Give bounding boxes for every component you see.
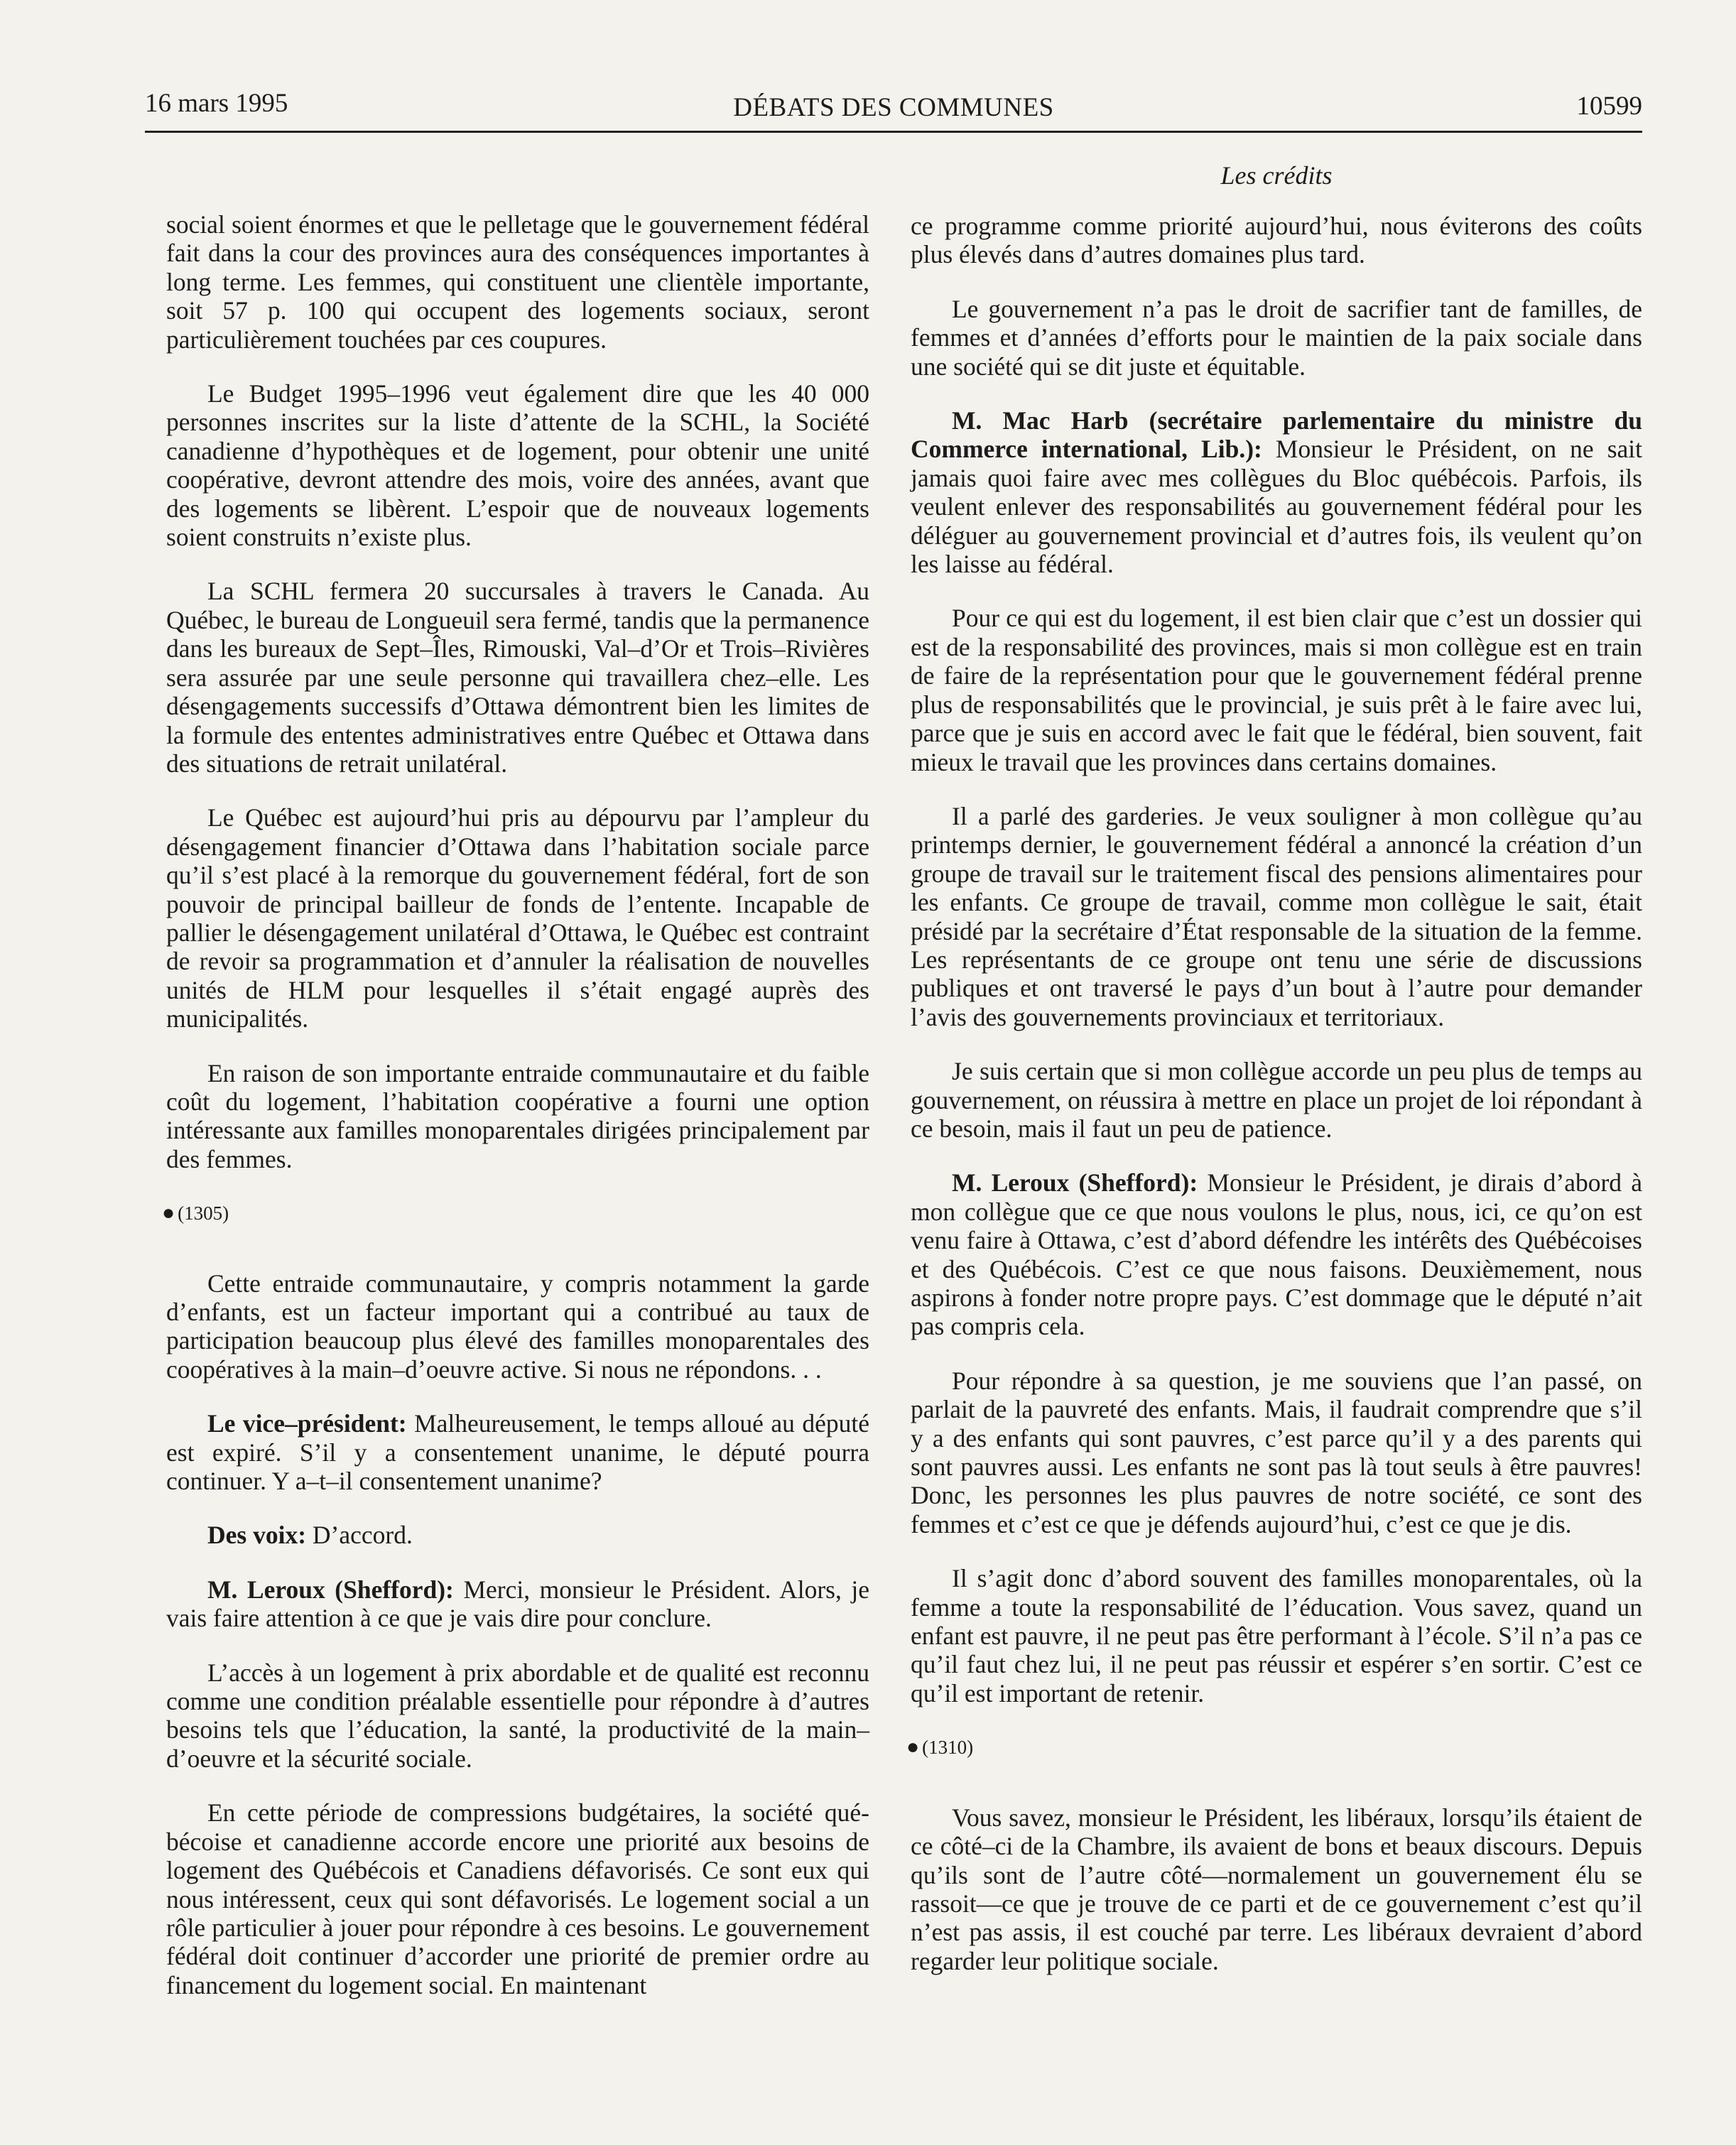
speech-paragraph [911, 406, 1642, 578]
speech-paragraph [911, 1168, 1642, 1340]
speaker-name: Des voix: [207, 1521, 307, 1550]
paragraph: La SCHL fermera 20 succursales à travers le Canada. Au Québec, le bureau de Longueuil sera fermé, tandis que la permanence dans les bureaux de Sept–Îles, Rimouski, Val–d’Or et Trois–Rivières sera assurée par une seule personne qui travaillera chez–elle. Les désengagements successifs d’Ottawa démontrent bien les limites de la formule des ententes administratives entre Québec et Ottawa dans des situations de retrait unilatéral. [166, 577, 869, 778]
speech-paragraph [166, 1409, 869, 1495]
bullet-icon: ● [906, 1735, 920, 1759]
paragraph: Le Budget 1995–1996 veut également dire que les 40 000 personnes inscrites sur la liste d’attente de la SCHL, la Société canadienne d’hypothèques et de logement, pour obtenir une unité coopérative, devront attendre des mois, voire des années, avant que des logements se libèrent. L’espoir que de nouveaux logements soient construits n’existe plus. [166, 379, 869, 552]
paragraph: Le Québec est aujourd’hui pris au dépourvu par l’ampleur du désengagement financier d’Ottawa dans l’habitation sociale parce qu’il s’est placé à la remorque du gouvernement fédéral, fort de son pouvoir de principal bailleur de fonds de l’entente. Incapable de pallier le désengagement unilatéral d’Ottawa, le Québec est contraint de revoir sa programmation et d’annuler la réalisation de nouvelles unités de HLM pour lesquelles il s’était engagé auprès des municipalités. [166, 803, 869, 1033]
paragraph: L’accès à un logement à prix abordable et de qualité est reconnu comme une condition préalable essentielle pour répondre à d’autres besoins tels que l’éducation, la santé, la productivité de la main–d’oeuvre et la sécurité sociale. [166, 1658, 869, 1773]
speaker-name: M. Mac Harb (secrétaire parlementaire du ministre du Commerce international, Lib.): [911, 406, 1642, 464]
section-title: Les crédits [1220, 161, 1333, 190]
speech-paragraph [166, 1521, 869, 1549]
paragraph: Le gouvernement n’a pas le droit de sacrifier tant de familles, de femmes et d’années d’efforts pour le maintien de la paix sociale dans une société qui se dit juste et équitable. [911, 294, 1642, 381]
time-marker [162, 1199, 869, 1227]
bullet-icon: ● [162, 1201, 175, 1225]
speech-text: Malheureusement, le temps alloué au député est expiré. S’il y a consentement unanime, le député pourra continuer. Y a–t–il consentement unanime? [166, 1409, 869, 1496]
speech-text: Monsieur le Président, on ne sait jamais quoi faire avec mes collègues du Bloc québécois. Parfois, ils veulent enlever des responsabilités au gouvernement fédéral pour les déléguer au gouvernement provincial et d’autres fois, ils veulent qu’on les laisse au fédéral. [911, 435, 1642, 579]
paragraph: ce programme comme priorité aujourd’hui, nous éviterons des coûts plus élevés dans d’autres domaines plus tard. [911, 212, 1642, 269]
left-column [162, 210, 870, 2025]
time-marker-label: (1310) [922, 1737, 974, 1759]
speaker-name: M. Leroux (Shefford): [952, 1168, 1198, 1198]
paragraph: Je suis certain que si mon collègue accorde un peu plus de temps au gouvernement, on réussira à mettre en place un projet de loi répondant à ce besoin, mais il faut un peu de patience. [911, 1057, 1642, 1143]
paragraph: En cette période de compressions budgétaires, la société québécoise et canadienne accorde encore une priorité aux besoins de logement des Québécois et Canadiens défavorisés. Ce sont eux qui nous intéressent, ceux qui sont défavorisés. Le logement social a un rôle particulier à jouer pour répondre à ces besoins. Le gouvernement fédéral doit continuer d’accorder une priorité de premier ordre au financement du logement social. En maintenant [166, 1798, 869, 1999]
paragraph: social soient énormes et que le pelletage que le gouvernement fédéral fait dans la cour des provinces aura des conséquences importantes à long terme. Les femmes, qui constituent une clientèle importante, soit 57 p. 100 qui occupent des logements sociaux, seront particulièrement touchées par ces coupures. [166, 210, 869, 354]
paragraph: En raison de son importante entraide communautaire et du faible coût du logement, l’habitation coopérative a fourni une option intéressante aux familles monoparentales dirigées principalement par des femmes. [166, 1058, 869, 1173]
speaker-name: M. Leroux (Shefford): [207, 1575, 454, 1604]
speech-text: Monsieur le Président, je dirais d’abord à mon collègue que ce que nous voulons le plus, nous, ici, ce qu’on est venu faire à Ottawa, c’est d’abord défendre les intérêts des Québécoises et des Québécois. C’est ce que nous faisons. Deuxièmement, nous aspirons à fonder notre propre pays. C’est dommage que le député n’ait pas compris cela. [911, 1168, 1642, 1341]
speech-text: Merci, monsieur le Président. Alors, je vais faire attention à ce que je vais dire pour conclure. [166, 1575, 870, 1633]
right-column [906, 212, 1642, 2001]
speech-paragraph [166, 1575, 869, 1633]
speaker-name: Le vice–président: [207, 1409, 407, 1438]
paragraph: Pour répondre à sa question, je me souviens que l’an passé, on parlait de la pauvreté des enfants. Mais, il faudrait comprendre que s’il y a des enfants qui sont pauvres, c’est parce qu’il y a des parents qui sont pauvres aussi. Les enfants ne sont pas là tout seuls à être pauvres! Donc, les personnes les plus pauvres de notre société, ce sont des femmes et c’est ce que je défends aujourd’hui, c’est ce que je dis. [911, 1366, 1642, 1538]
paragraph: Pour ce qui est du logement, il est bien clair que c’est un dossier qui est de la responsabilité des provinces, mais si mon collègue est en train de faire de la représentation pour que le gouvernement fédéral prenne plus de responsabilités que le provincial, je suis prêt à le faire avec lui, parce que je suis en accord avec le fait que le fédéral, bien souvent, fait mieux le travail que les provinces dans certains domaines. [911, 604, 1642, 776]
header-page-number: 10599 [1576, 92, 1642, 121]
header-rule [145, 131, 1642, 133]
page-header [145, 84, 1642, 134]
time-marker-label: (1305) [178, 1202, 229, 1224]
paragraph: Vous savez, monsieur le Président, les libéraux, lorsqu’ils étaient de ce côté–ci de la Chambre, ils avaient de bons et beaux discours. Depuis qu’ils sont de l’autre côté—normalement un gouvernement élu se rassoit—ce que je trouve de ce parti et de ce gouvernement c’est qu’il n’est pas assis, il est couché par terre. Les libéraux devraient d’abord regarder leur politique sociale. [911, 1803, 1642, 1975]
paragraph: Il a parlé des garderies. Je veux souligner à mon collègue qu’au printemps dernier, le gouvernement fédéral a annoncé la création d’un groupe de travail sur le traitement fiscal des pensions alimentaires pour les enfants. Ce groupe de travail, comme mon collègue le sait, était présidé par la secrétaire d’État responsable de la situation de la femme. Les représentants de ce groupe ont tenu une série de discussions publiques et ont traversé le pays d’un bout à l’autre pour demander l’avis des gouvernements provinciaux et territoriaux. [911, 801, 1642, 1031]
time-marker [906, 1733, 1642, 1761]
paragraph: Il s’agit donc d’abord souvent des familles monoparentales, où la femme a toute la responsabilité de l’éducation. Vous savez, quand un enfant est pauvre, il ne peut pas être performant à l’école. S’il n’a pas ce qu’il faut chez lui, il ne peut pas réussir et espérer s’en sortir. C’est ce qu’il est important de retenir. [911, 1564, 1642, 1707]
paragraph: Cette entraide communautaire, y compris notamment la garde d’enfants, est un facteur important qui a contribué au taux de participation beaucoup plus élevé des familles monoparentales des coopératives à la main–d’oeuvre active. Si nous ne répondons. . . [166, 1269, 869, 1384]
speech-text: D’accord. [306, 1521, 413, 1550]
header-date: 16 mars 1995 [145, 89, 288, 118]
header-title: DÉBATS DES COMMUNES [733, 93, 1054, 122]
